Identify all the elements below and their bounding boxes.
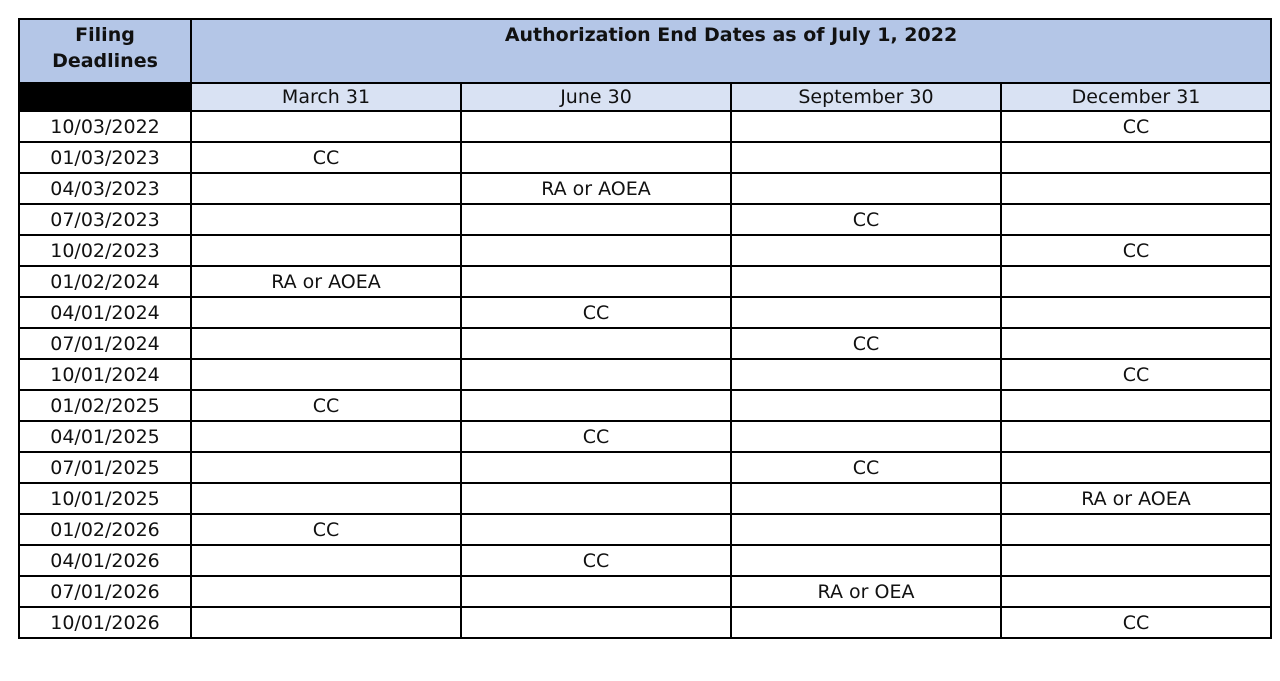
- table-title-row: [19, 19, 1271, 83]
- authorization-end-dates-header: Authorization End Dates as of July 1, 2022: [191, 19, 1271, 83]
- filing-deadline-cell: 10/03/2022: [19, 111, 191, 142]
- authorization-cell: [731, 483, 1001, 514]
- authorization-cell: [731, 545, 1001, 576]
- column-header-september: September 30: [731, 83, 1001, 111]
- authorization-cell: CC: [1001, 235, 1271, 266]
- authorization-cell: RA or AOEA: [1001, 483, 1271, 514]
- authorization-cell: [731, 514, 1001, 545]
- authorization-cell: [1001, 328, 1271, 359]
- table-row: [19, 173, 1271, 204]
- authorization-cell: [1001, 266, 1271, 297]
- authorization-cell: CC: [461, 421, 731, 452]
- authorization-cell: [461, 576, 731, 607]
- column-header-row: [19, 83, 1271, 111]
- authorization-cell: CC: [1001, 607, 1271, 638]
- authorization-cell: [731, 266, 1001, 297]
- authorization-cell: CC: [191, 142, 461, 173]
- filing-deadline-cell: 07/01/2024: [19, 328, 191, 359]
- table-row: [19, 359, 1271, 390]
- filing-deadline-cell: 01/02/2024: [19, 266, 191, 297]
- authorization-cell: [191, 359, 461, 390]
- authorization-cell: CC: [731, 204, 1001, 235]
- authorization-cell: [731, 173, 1001, 204]
- authorization-cell: [461, 235, 731, 266]
- table-row: [19, 390, 1271, 421]
- authorization-cell: [1001, 142, 1271, 173]
- filing-deadline-cell: 10/02/2023: [19, 235, 191, 266]
- table-row: [19, 328, 1271, 359]
- authorization-cell: [191, 545, 461, 576]
- authorization-cell: [1001, 452, 1271, 483]
- authorization-cell: [461, 607, 731, 638]
- authorization-cell: CC: [461, 297, 731, 328]
- filing-deadline-cell: 01/03/2023: [19, 142, 191, 173]
- table-row: [19, 421, 1271, 452]
- authorization-cell: CC: [461, 545, 731, 576]
- authorization-cell: [731, 142, 1001, 173]
- authorization-cell: [191, 111, 461, 142]
- authorization-cell: [1001, 204, 1271, 235]
- authorization-cell: [731, 390, 1001, 421]
- authorization-cell: [461, 266, 731, 297]
- filing-deadline-cell: 04/01/2024: [19, 297, 191, 328]
- filing-deadline-cell: 04/01/2026: [19, 545, 191, 576]
- authorization-cell: [1001, 297, 1271, 328]
- filing-deadline-cell: 10/01/2025: [19, 483, 191, 514]
- column-header-june: June 30: [461, 83, 731, 111]
- filing-deadline-cell: 04/01/2025: [19, 421, 191, 452]
- filing-deadline-cell: 01/02/2026: [19, 514, 191, 545]
- authorization-cell: [461, 483, 731, 514]
- filing-deadline-cell: 10/01/2026: [19, 607, 191, 638]
- authorization-cell: CC: [191, 390, 461, 421]
- authorization-cell: [191, 235, 461, 266]
- column-header-december: December 31: [1001, 83, 1271, 111]
- filing-deadline-cell: 07/01/2025: [19, 452, 191, 483]
- authorization-cell: [1001, 390, 1271, 421]
- authorization-cell: [191, 452, 461, 483]
- table-row: [19, 266, 1271, 297]
- authorization-cell: CC: [191, 514, 461, 545]
- authorization-cell: RA or AOEA: [191, 266, 461, 297]
- table-row: [19, 576, 1271, 607]
- table-row: [19, 607, 1271, 638]
- authorization-cell: CC: [1001, 111, 1271, 142]
- filing-deadline-cell: 01/02/2025: [19, 390, 191, 421]
- filing-deadline-cell: 07/01/2026: [19, 576, 191, 607]
- authorization-cell: RA or OEA: [731, 576, 1001, 607]
- filing-deadline-cell: 10/01/2024: [19, 359, 191, 390]
- table-body: [19, 111, 1271, 638]
- authorization-cell: [191, 483, 461, 514]
- authorization-cell: [1001, 173, 1271, 204]
- authorization-cell: [731, 607, 1001, 638]
- authorization-cell: [191, 204, 461, 235]
- filing-deadline-cell: 04/03/2023: [19, 173, 191, 204]
- authorization-cell: [1001, 514, 1271, 545]
- authorization-cell: [461, 142, 731, 173]
- authorization-cell: RA or AOEA: [461, 173, 731, 204]
- column-header-march: March 31: [191, 83, 461, 111]
- authorization-cell: [191, 297, 461, 328]
- authorization-cell: [461, 111, 731, 142]
- authorization-cell: [461, 328, 731, 359]
- authorization-cell: [731, 111, 1001, 142]
- table-row: [19, 204, 1271, 235]
- table-row: [19, 235, 1271, 266]
- authorization-cell: [1001, 421, 1271, 452]
- authorization-cell: [731, 297, 1001, 328]
- authorization-cell: [461, 514, 731, 545]
- table-row: [19, 452, 1271, 483]
- authorization-cell: CC: [1001, 359, 1271, 390]
- authorization-cell: [731, 235, 1001, 266]
- authorization-cell: [191, 576, 461, 607]
- table-row: [19, 142, 1271, 173]
- table-row: [19, 483, 1271, 514]
- authorization-cell: CC: [731, 328, 1001, 359]
- authorization-cell: [461, 452, 731, 483]
- table-row: [19, 514, 1271, 545]
- authorization-cell: [1001, 576, 1271, 607]
- authorization-cell: [461, 390, 731, 421]
- filing-deadline-cell: 07/03/2023: [19, 204, 191, 235]
- authorization-cell: [461, 359, 731, 390]
- authorization-cell: [191, 607, 461, 638]
- table-row: [19, 111, 1271, 142]
- blank-header-cell: [19, 83, 191, 111]
- filing-deadlines-header: Filing Deadlines: [19, 19, 191, 83]
- authorization-cell: [191, 328, 461, 359]
- authorization-cell: [191, 173, 461, 204]
- authorization-schedule-table: [18, 18, 1272, 639]
- authorization-cell: [191, 421, 461, 452]
- authorization-cell: [731, 359, 1001, 390]
- table-row: [19, 545, 1271, 576]
- authorization-cell: [731, 421, 1001, 452]
- table-row: [19, 297, 1271, 328]
- authorization-cell: [461, 204, 731, 235]
- authorization-cell: CC: [731, 452, 1001, 483]
- authorization-cell: [1001, 545, 1271, 576]
